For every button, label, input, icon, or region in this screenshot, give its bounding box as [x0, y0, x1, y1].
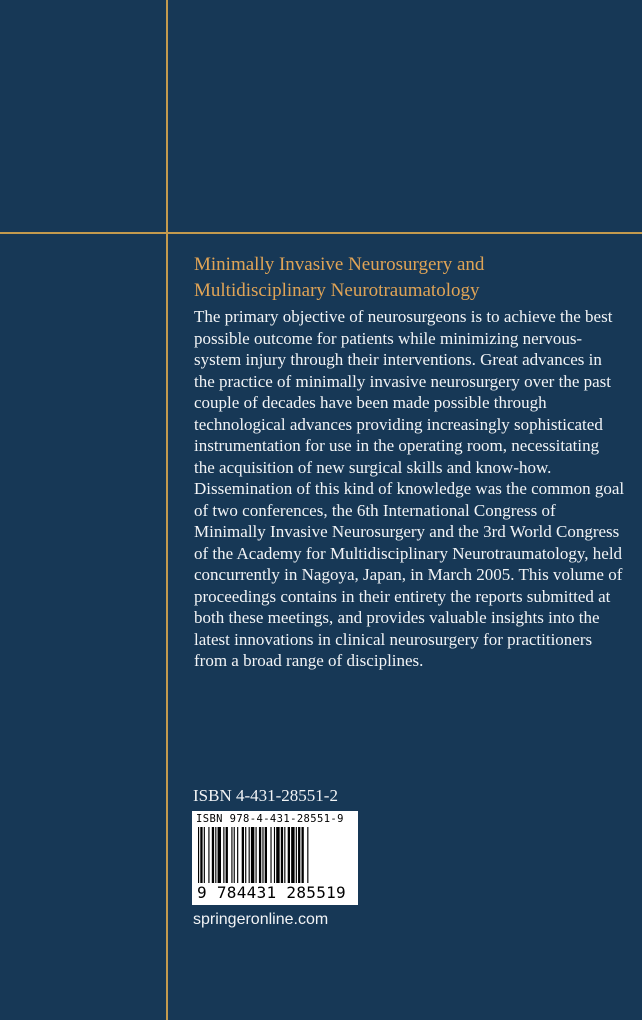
- barcode-bar: [245, 827, 246, 883]
- title-line: Multidisciplinary Neurotraumatology: [194, 280, 480, 301]
- barcode-bar: [307, 827, 308, 889]
- barcode-bar: [215, 827, 216, 883]
- description-line: instrumentation for use in the operating room, necessitating: [194, 436, 600, 455]
- barcode-bar: [237, 827, 238, 883]
- barcode-bars-icon: [198, 827, 352, 889]
- description-line: of the Academy for Multidisciplinary Neurotraumatology, held: [194, 543, 623, 563]
- barcode-bar: [218, 827, 221, 883]
- barcode-bar: [249, 827, 250, 883]
- description-line: possible outcome for patients while minimizing nervous-: [194, 328, 583, 348]
- barcode-number: 9 784431 285519: [197, 883, 346, 902]
- description-line: of two conferences, the 6th International Congress of: [194, 500, 556, 520]
- description-line: system injury through their interventions. Great advances in: [194, 350, 602, 369]
- description-line: technological advances providing increasingly sophisticated: [194, 414, 603, 434]
- barcode-bar: [251, 827, 254, 883]
- description-line: the practice of minimally invasive neurosurgery over the past: [194, 371, 611, 391]
- description: [194, 306, 634, 672]
- barcode-bar: [288, 827, 290, 883]
- barcode-bar: [212, 827, 214, 883]
- barcode-bar: [259, 827, 261, 883]
- barcode-bar: [281, 827, 283, 883]
- description-line: The primary objective of neurosurgeons is to achieve the best: [194, 307, 613, 326]
- description-line: latest innovations in clinical neurosurgery for practitioners: [194, 629, 593, 649]
- barcode-bar: [223, 827, 224, 883]
- description-line: concurrently in Nagoya, Japan, in March 2005. This volume of: [194, 565, 623, 584]
- barcode-bar: [270, 827, 271, 883]
- barcode-bar: [198, 827, 199, 889]
- barcode-bar: [274, 827, 275, 883]
- barcode-bar: [291, 827, 294, 883]
- description-line: both these meetings, and provides valuable insights into the: [194, 608, 600, 627]
- barcode-bar: [226, 827, 228, 883]
- barcode-bar: [298, 827, 300, 883]
- barcode-bar: [265, 827, 267, 883]
- description-line: Minimally Invasive Neurosurgery and the 3rd World Congress: [194, 522, 620, 541]
- barcode-bar: [231, 827, 232, 883]
- description-line: couple of decades have been made possible through: [194, 393, 547, 412]
- vertical-rule: [166, 0, 168, 1020]
- barcode-bar: [208, 827, 209, 883]
- barcode-bar: [296, 827, 297, 883]
- barcode-bar: [262, 827, 263, 883]
- barcode-bar: [200, 827, 202, 889]
- barcode-isbn-text: ISBN 978-4-431-28551-9: [196, 813, 344, 825]
- description-line: proceedings contains in their entirety the reports submitted at: [194, 586, 611, 606]
- barcode-bar: [284, 827, 285, 883]
- barcode-bar: [242, 827, 244, 883]
- description-line: the acquisition of new surgical skills and know-how.: [194, 457, 552, 477]
- barcode-bar: [302, 827, 304, 883]
- website-url: springeronline.com: [193, 911, 329, 928]
- barcode: [192, 811, 358, 905]
- barcode-bar: [256, 827, 257, 883]
- description-line: from a broad range of disciplines.: [194, 651, 424, 670]
- horizontal-rule: [0, 232, 642, 234]
- isbn-label: ISBN 4-431-28551-2: [193, 786, 338, 805]
- barcode-bar: [204, 827, 205, 883]
- description-line: Dissemination of this kind of knowledge was the common goal: [194, 479, 625, 498]
- title-line: Minimally Invasive Neurosurgery and: [194, 254, 485, 275]
- book-title: [194, 252, 624, 304]
- barcode-bar: [276, 827, 279, 883]
- barcode-bar: [234, 827, 235, 883]
